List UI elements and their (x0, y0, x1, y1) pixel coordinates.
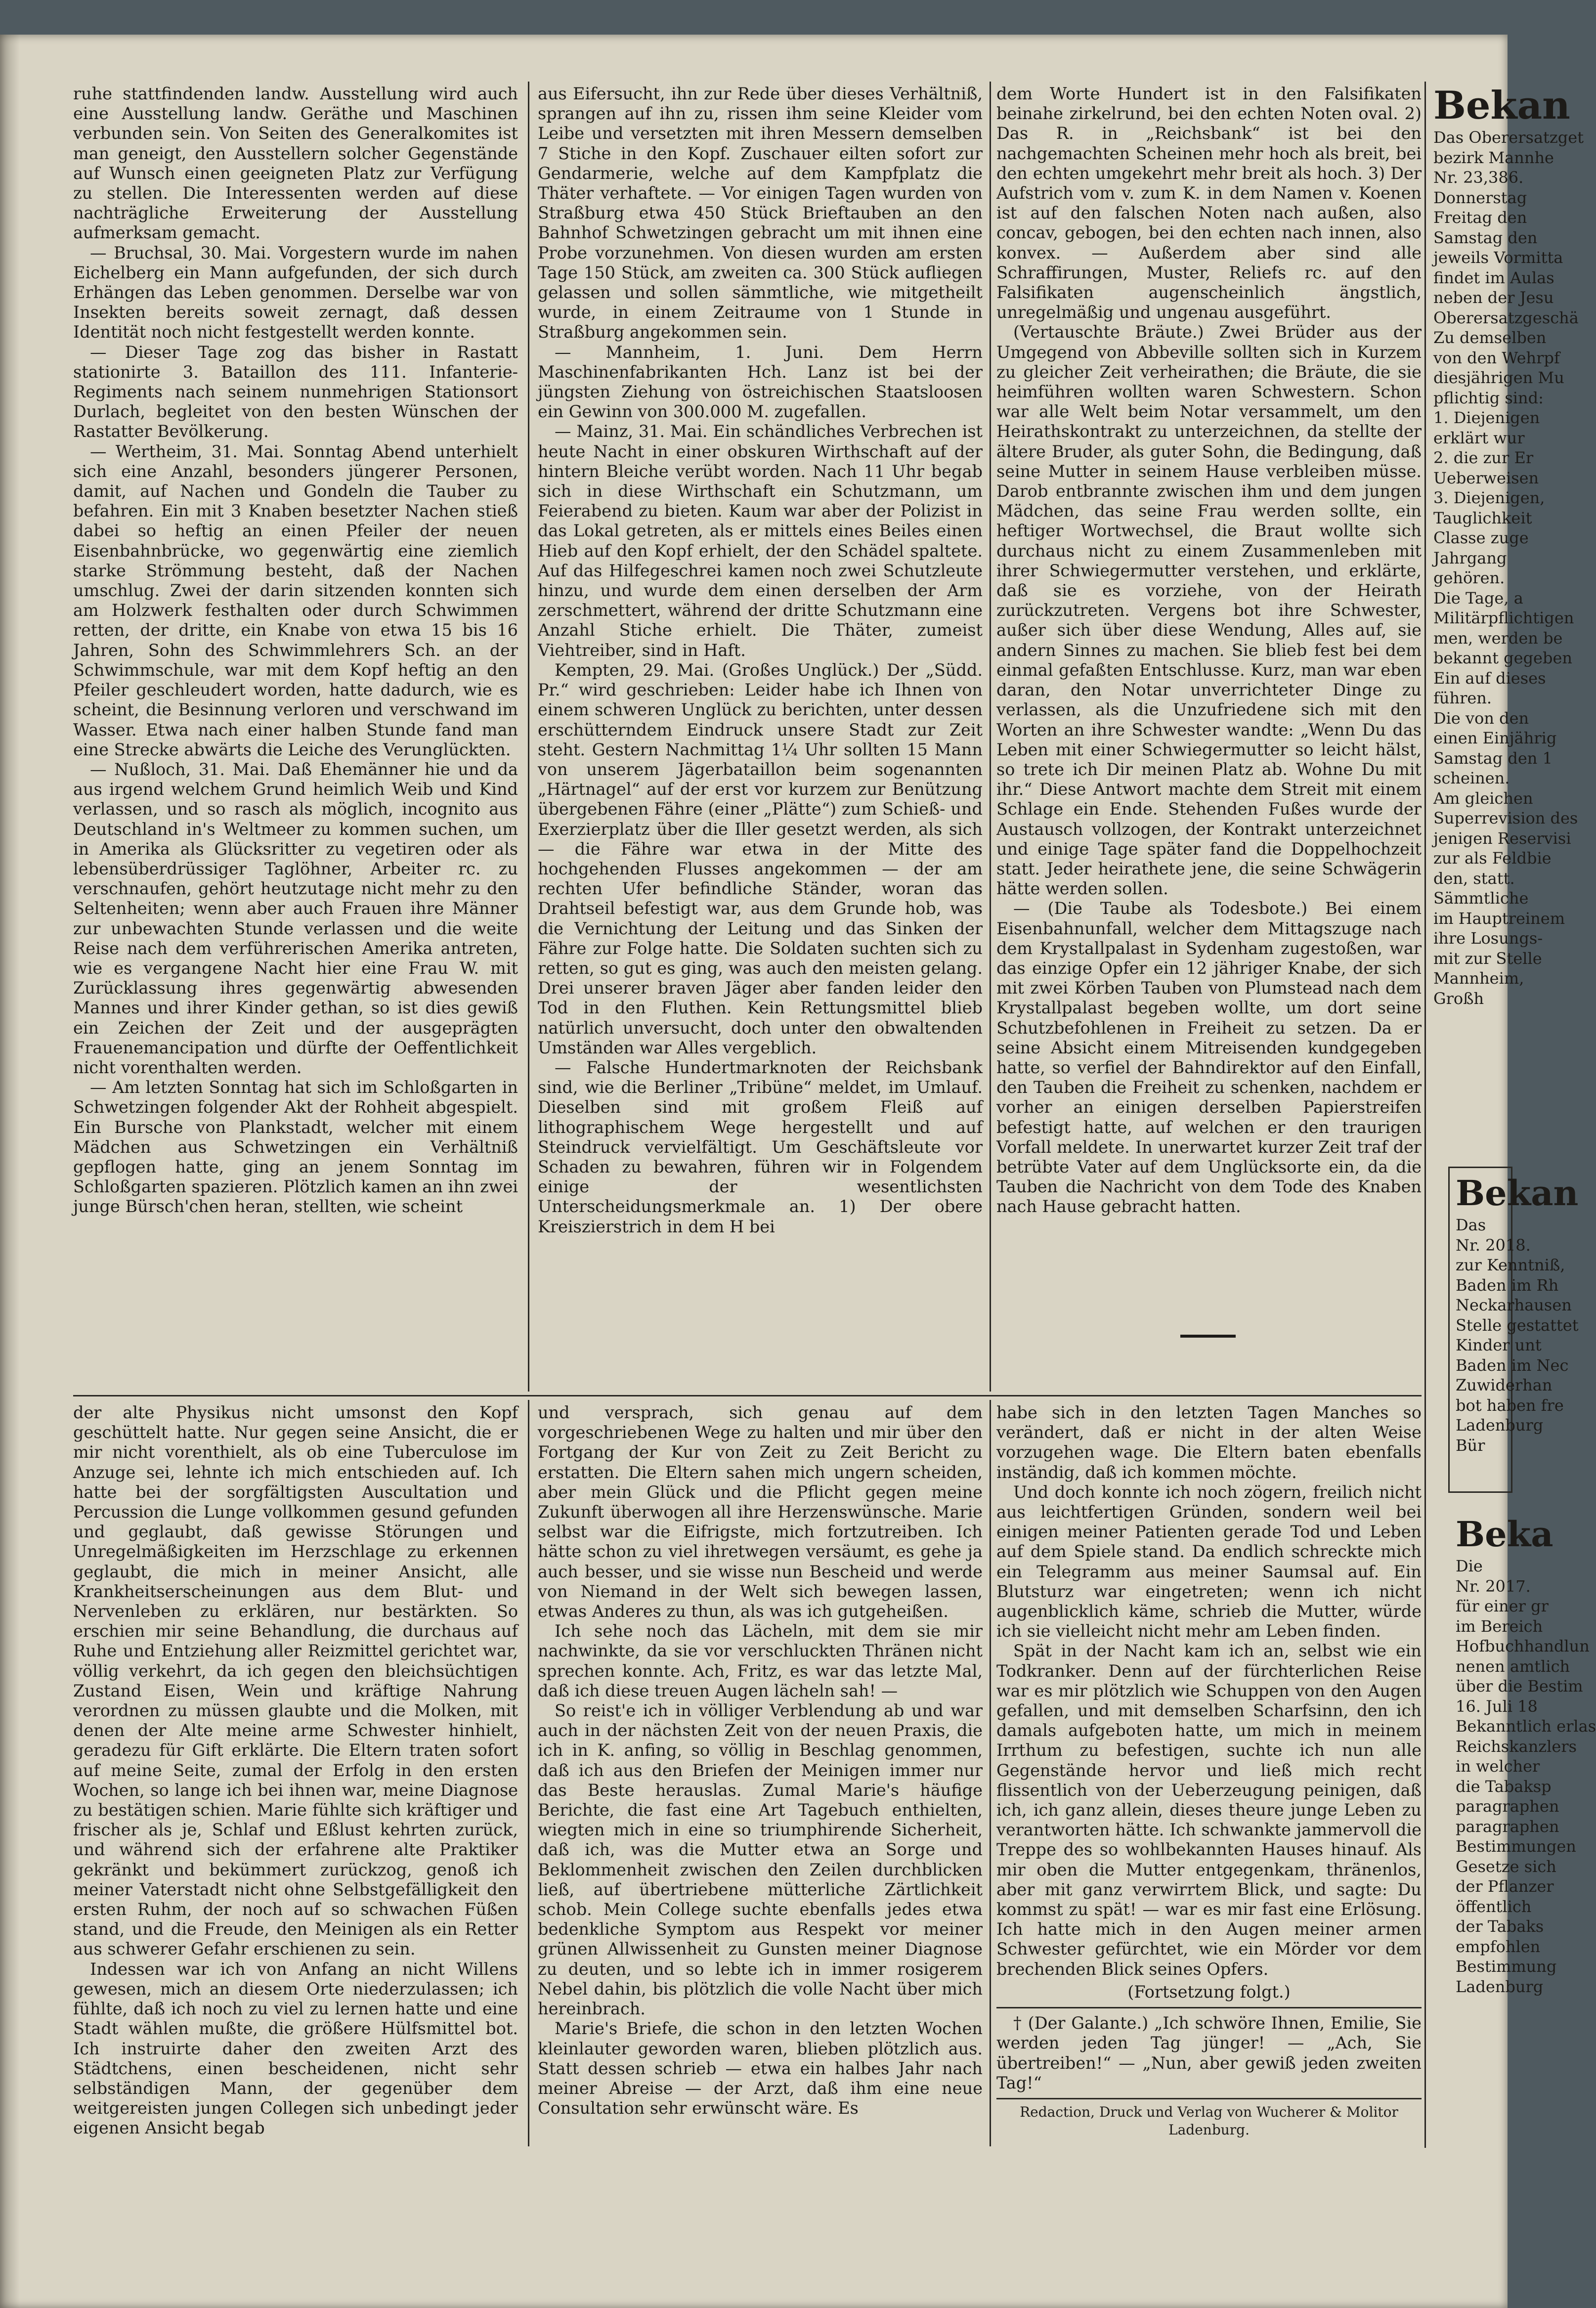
notice-line: Bestimmung (1456, 1957, 1557, 1976)
notice-line: Superrevision des (1433, 809, 1578, 827)
newspaper-page (0, 35, 1596, 2308)
notice-line: Tauglichkeit (1433, 508, 1532, 527)
notice-line: diesjährigen Mu (1433, 368, 1564, 387)
notice-line: im Bereich (1456, 1616, 1543, 1636)
section-end-rule (1180, 1335, 1236, 1338)
notice-line: 2. die zur Er (1433, 448, 1534, 467)
notice-line: bot haben fre (1456, 1395, 1564, 1415)
article-paragraph: ruhe stattfindenden landw. Ausstellung wird auch eine Ausstellung landw. Geräthe und Maschinen verbunden sein. Von Seiten des Generalkomites ist man geneigt, den Ausstellern solcher Gegenstände auf Wunsch einen geeigneten Platz zur Verfügung zu stellen. Die Interessenten werden auf diese nachträgliche Erweiterung der Ausstellung aufmerksam gemacht. (73, 84, 518, 243)
notice-line: neben der Jesu (1433, 288, 1554, 307)
page-edge-shadow (0, 35, 20, 2308)
article-paragraph: der alte Physikus nicht umsonst den Kopf geschüttelt hatte. Nur gegen seine Ansicht, die er mir nicht vorenthielt, als ob eine Tuberculose im Anzuge sei, lehnte ich mich entschieden auf. Ich hatte bei der sorgfältigsten Auscultation und Percussion die Lunge vollkommen gesund gefunden und geglaubt, daß gewisse Störungen und Unregelmäßigkeiten im Herzschlage zu erkennen geglaubt, die mich in meiner Ansicht, alle Krankheitserscheinungen aus dem Blut- und Nervenleben zu erklären, nur bestärkten. So erschien mir seine Behandlung, die durchaus auf Ruhe und Entziehung aller Reizmittel gerichtet war, völlig verkehrt, da ich gegen den bleichsüchtigen Zustand Eisen, Wein und kräftige Nahrung verordnen zu müssen glaubte und die Molken, mit denen der Alte meine arme Schwester hinhielt, geradezu für Gift erklärte. Die Eltern traten sofort auf meine Seite, zumal der Erfolg in den ersten Wochen, so lange ich bei ihnen war, meine Diagnose zu bestätigen schien. Marie fühlte sich kräftiger und frischer als je, Schlaf und Eßlust kehrten zurück, und während sich der erfahrene alte Praktiker gekränkt und bekümmert zurückzog, genoß ich meiner Vaterstadt nicht ohne Selbstgefälligkeit den ersten Ruhm, der noch auf so schwachen Füßen stand, und die Freude, den Meinigen als ein Retter aus schwerer Gefahr erschienen zu sein. (73, 1403, 518, 1959)
notice-line: Kinder unt (1456, 1336, 1542, 1354)
notice-line: die Tabaksp (1456, 1777, 1552, 1796)
notice-heading: Beka (1456, 1514, 1553, 1555)
article-paragraph: aus Eifersucht, ihn zur Rede über dieses Verhältniß, sprangen auf ihn zu, rissen ihm seine Kleider vom Leibe und versetzten mit ihren Messern demselben 7 Stiche in den Kopf. Zuschauer eilten sofort zur Gendarmerie, welche auf dem Kampfplatz die Thäter verhaftete. — Vor einigen Tagen wurden von Straßburg etwa 450 Stück Brieftauben an den Bahnhof Schwetzingen gebracht um mit ihnen eine Probe vorzunehmen. Von diesen wurden am ersten Tage 150 Stück, am zweiten ca. 300 Stück aufliegen gelassen und sollen sämmtliche, wie mitgetheilt wurde, in einem Zeitraume von 1 Stunde in Straßburg angekommen sein. (538, 84, 983, 342)
article-paragraph: Indessen war ich von Anfang an nicht Willens gewesen, mich an diesem Orte niederzulassen; ich fühlte, daß ich noch zu viel zu lernen hatte und eine Stadt wählen mußte, die größere Hülfsmittel bot. Ich instruirte daher den zweiten Arzt des Städtchens, einen bescheidenen, nicht sehr selbständigen Mann, der gegenüber dem weitgereisten jungen Collegen sich unbedingt jeder eigenen Ansicht begab (73, 1959, 518, 2138)
notice-line: paragraphen (1456, 1817, 1559, 1836)
notice-line: 1. Diejenigen (1433, 408, 1540, 427)
notice-line: Reichskanzlers (1456, 1737, 1577, 1756)
notice-line: mit zur Stelle (1433, 949, 1542, 968)
notice-heading: Bekan (1433, 83, 1570, 128)
article-paragraph: — Mainz, 31. Mai. Ein schändliches Verbrechen ist heute Nacht in einer obskuren Wirthschaft auf der hintern Bleiche verübt worden. Nach 11 Uhr begab sich in diese Wirthschaft ein Schutzmann, um Feierabend zu bieten. Kaum war aber der Polizist in das Lokal getreten, als er mittels eines Beiles einen Hieb auf den Kopf erhielt, der den Schädel spaltete. Auf das Hilfegeschrei kamen noch zwei Schutzleute hinzu, und wurde dem einen derselben der Arm zerschmettert, während der dritte Schutzmann eine Anzahl Stiche erhielt. Die Thäter, zumeist Viehtreiber, sind in Haft. (538, 422, 983, 660)
column-rule (990, 82, 991, 1392)
notice-line: bekannt gegeben (1433, 649, 1573, 667)
notice-line: Sämmtliche (1433, 889, 1529, 908)
article-paragraph: — Bruchsal, 30. Mai. Vorgestern wurde im nahen Eichelberg ein Mann aufgefunden, der sich durch Erhängen das Leben genommen. Derselbe war von Insekten bereits soweit zernagt, daß dessen Identität noch nicht festgestellt werden konnte. (73, 243, 518, 342)
article-paragraph: dem Worte Hundert ist in den Falsifikaten beinahe zirkelrund, bei den echten Noten oval. 2) Das R. in „Reichsbank“ ist bei den nachgemachten Scheinen mehr hoch als breit, bei den echten umgekehrt mehr breit als hoch. 3) Der Aufstrich vom v. zum K. in dem Namen v. Koenen ist auf den falschen Noten nach außen, also concav, gebogen, bei den echten nach innen, also konvex. — Außerdem aber sind alle Schraffirungen, Muster, Reliefs rc. auf den Falsifikaten augenscheinlich ängstlich, unregelmäßig und ungenau ausgeführt. (996, 84, 1422, 322)
notice-line: 3. Diejenigen, (1433, 488, 1545, 507)
notice-line: Baden im Nec (1456, 1355, 1569, 1375)
notice-line: für einer gr (1456, 1597, 1549, 1615)
serial-continued-note: (Fortsetzung folgt.) (1127, 1982, 1291, 2002)
notice-line: Samstag den 1 (1433, 748, 1553, 768)
notice-line: Das (1456, 1216, 1486, 1234)
notice-line: Bestimmungen (1456, 1837, 1576, 1856)
article-paragraph: Kempten, 29. Mai. (Großes Unglück.) Der „Südd. Pr.“ wird geschrieben: Leider habe ich Ihnen von einem schweren Unglück zu berichten, unter dessen erschütterndem Eindruck unsere Stadt zur Zeit steht. Gestern Nachmittag 1¼ Uhr sollten 15 Mann von unserem Jägerbataillon beim sogenannten „Härtnagel“ auf der erst vor kurzem zur Benützung übergebenen Fähre (einer „Plätte“) zum Schieß- und Exerzierplatz über die Iller gesetzt werden, als sich — die Fähre war etwa in der Mitte des hochgehenden Flusses angekommen — der am rechten Ufer befindliche Ständer, woran das Drahtseil befestigt war, aus dem Grunde hob, was die Vernichtung der Leitung und das Sinken der Fähre zur Folge hatte. Die Soldaten suchten sich zu retten, so gut es ging, was auch den meisten gelang. Drei unserer braven Jäger aber fanden leider den Tod in den Fluthen. Kein Rettungsmittel blieb natürlich unversucht, doch unter den obwaltenden Umständen war Alles vergeblich. (538, 660, 983, 1057)
notice-line: erklärt wur (1433, 428, 1525, 447)
notice-line: findet im Aulas (1433, 268, 1554, 287)
notice-line: im Hauptreinem (1433, 909, 1565, 928)
anecdote: † (Der Galante.) „Ich schwöre Ihnen, Emilie, Sie werden jeden Tag jünger! — „Ach, Sie übertreiben!“ — „Nun, aber gewiß jeden zweiten Tag!“ (996, 2013, 1422, 2092)
article-paragraph: Marie's Briefe, die schon in den letzten Wochen kleinlauter geworden waren, blieben plötzlich aus. Statt dessen schrieb — etwa ein halbes Jahr nach meiner Abreise — der Arzt, daß ihm eine neue Consultation sehr erwünscht wäre. Es (538, 2019, 983, 2118)
right-strip-notice-3 (1456, 1513, 1596, 2150)
notice-line: Ladenburg (1456, 1416, 1544, 1435)
imprint-rule (996, 2098, 1422, 2099)
notice-line: Nr. 2018. (1456, 1235, 1531, 1255)
article-paragraph: — Falsche Hundertmarknoten der Reichsbank sind, wie die Berliner „Tribüne“ meldet, im Umlauf. Dieselben sind mit großem Fleiß auf lithographischem Wege hergestellt und auf Steindruck vervielfältigt. Um Geschäftsleute vor Schaden zu bewahren, führen wir in Folgendem einige der wesentlichsten Unterscheidungsmerkmale an. 1) Der obere Kreiszierstrich in dem H bei (538, 1057, 983, 1236)
column-rule (990, 1400, 991, 2146)
top-column-3 (996, 84, 1422, 1350)
notice-line: einen Einjährig (1433, 729, 1557, 747)
top-column-2 (538, 84, 983, 1389)
notice-heading: Bekan (1456, 1173, 1579, 1214)
notice-line: Zu demselben (1433, 328, 1547, 347)
notice-line: Militärpflichtigen (1433, 609, 1574, 627)
notice-line: Freitag den (1433, 208, 1527, 227)
top-column-1 (73, 84, 518, 1389)
notice-line: Donnerstag (1433, 188, 1527, 207)
article-paragraph: — Wertheim, 31. Mai. Sonntag Abend unterhielt sich eine Anzahl, besonders jüngerer Personen, damit, auf Nachen und Gondeln die Tauber zu befahren. Ein mit 3 Knaben besetzter Nachen stieß dabei so heftig an einen Pfeiler der neuen Eisenbahnbrücke, wo gegenwärtig eine ziemlich starke Strömmung besteht, daß der Nachen umschlug. Zwei der darin sitzenden konnten sich am Holzwerk festhalten oder durch Schwimmen retten, der dritte, ein Knabe von etwa 15 bis 16 Jahren, Sohn des Schwimmlehrers Sch. an der Schwimmschule, war mit dem Kopf heftig an den Pfeiler geschleudert worden, hatte dadurch, wie es scheint, die Besinnung verloren und verschwand im Wasser. Etwa nach einer halben Stunde fand man eine Strecke abwärts die Leiche des Verunglückten. (73, 441, 518, 759)
notice-line: Am gleichen (1433, 788, 1533, 808)
notice-line: men, werden be (1433, 628, 1563, 648)
notice-line: 16. Juli 18 (1456, 1697, 1538, 1716)
imprint-line: Redaction, Druck und Verlag von Wucherer & Molitor (1020, 2103, 1398, 2120)
notice-line: scheinen. (1433, 769, 1510, 787)
notice-line: der Pflanzer (1456, 1877, 1554, 1896)
notice-line: zur Kenntniß, (1456, 1256, 1565, 1274)
column-rule (528, 1400, 529, 2146)
notice-line: Classe zuge (1433, 528, 1529, 547)
article-paragraph: — Nußloch, 31. Mai. Daß Ehemänner hie und da aus irgend welchem Grund heimlich Weib und Kind verlassen, und so rasch als möglich, incognito aus Deutschland in's Weltmeer zu kommen suchen, um in Amerika als Glücksritter zu vegetiren oder als lebensüberdrüssiger Taglöhner, Arbeiter rc. zu verschnaufen, gehört heutzutage nicht mehr zu den Seltenheiten; wenn aber auch Frauen ihre Männer zur unbewachten Stunde verlassen und die weite Reise nach dem verführerischen Amerika antreten, wie es vergangene Nacht hier eine Frau W. mit Zurücklassung ihres gegenwärtig abwesenden Mannes und ihrer Kinder gethan, so ist dies gewiß ein Zeichen der Zeit und der ausgeprägten Frauenemancipation und dürfte der Oeffentlichkeit nicht vorenthalten werden. (73, 759, 518, 1077)
notice-line: Bür (1456, 1436, 1485, 1455)
article-paragraph: — Mannheim, 1. Juni. Dem Herrn Maschinenfabrikanten Hch. Lanz ist bei der jüngsten Ziehung von östreichischen Staatsloosen ein Gewinn von 300.000 M. zugefallen. (538, 342, 983, 422)
article-paragraph: Ich sehe noch das Lächeln, mit dem sie mir nachwinkte, da sie vor verschluckten Thränen nicht sprechen konnte. Ach, Fritz, es war das letzte Mal, daß ich diese treuen Augen lächeln sah! — (538, 1621, 983, 1700)
notice-line: Ein auf dieses (1433, 668, 1546, 688)
notice-line: Nr. 2017. (1456, 1576, 1531, 1596)
article-paragraph: Und doch konnte ich noch zögern, freilich nicht aus leichtfertigen Gründen, sondern weil bei einigen meiner Patienten gerade Tod und Leben auf dem Spiele stand. Da endlich schreckte mich ein Telegramm aus meiner Saumsal auf. Ein Blutsturz war eingetreten; wenn ich nicht augenblicklich käme, schrieb die Mutter, würde ich sie vielleicht nicht mehr am Leben finden. (996, 1482, 1422, 1641)
notice-line: Samstag den (1433, 228, 1538, 247)
notice-line: von den Wehrpf (1433, 348, 1560, 367)
notice-line: paragraphen (1456, 1797, 1559, 1816)
serial-column-2 (538, 1403, 983, 2144)
notice-line: Oberersatzgeschä (1433, 308, 1579, 327)
right-strip-notice-1 (1433, 83, 1584, 1157)
notice-line: Die Tage, a (1433, 588, 1523, 608)
notice-line: Ueberweisen (1433, 468, 1539, 487)
notice-line: über die Bestim (1456, 1677, 1583, 1696)
notice-line: Jahrgang (1433, 548, 1507, 567)
notice-line: Hofbuchhandlun (1456, 1637, 1590, 1655)
article-paragraph: — Dieser Tage zog das bisher in Rastatt stationirte 3. Bataillon des 111. Infanterie-Regiments nach seinem nunmehrigen Stationsort Durlach, begleitet von den besten Wünschen der Rastatter Bevölkerung. (73, 342, 518, 441)
notice-line: ihre Losungs- (1433, 929, 1543, 948)
notice-line: den, statt. (1433, 869, 1515, 888)
serial-column-3 (996, 1403, 1422, 2144)
notice-line: jenigen Reservisi (1433, 828, 1571, 848)
notice-line: empfohlen (1456, 1937, 1541, 1956)
notice-line: führen. (1433, 689, 1492, 707)
notice-line: Die (1456, 1557, 1483, 1575)
notice-line: Nr. 23,386. (1433, 168, 1524, 187)
anecdote-rule (996, 2007, 1422, 2008)
article-paragraph: (Vertauschte Bräute.) Zwei Brüder aus der Umgegend von Abbeville sollten sich in Kurzem zu gleicher Zeit verheirathen; die Bräute, die sie heimführen wollten waren Schwestern. Schon war alle Welt beim Notar versammelt, um den Heirathskontrakt zu unterzeichnen, da stellte der ältere Bruder, als guter Sohn, die Bedingung, daß seine Mutter in seinem Hause verbleiben müsse. Darob entbrannte zwischen ihm und dem jungen Mädchen, das seine Frau werden sollte, ein heftiger Wortwechsel, die Braut wollte sich durchaus nicht zu einem Zusammenleben mit ihrer Schwiegermutter verstehen, und erklärte, daß sie es vorziehe, von der Heirath zurückzutreten. Vergens bot ihre Schwester, außer sich über diese Wendung, Alles auf, sie andern Sinnes zu machen. Sie blieb fest bei dem einmal gefaßten Entschlusse. Kurz, man war eben daran, den Notar unverrichteter Dinge zu verlassen, als die Unzufriedene sich mit den Worten an ihre Schwester wandte: „Wenn Du das Leben mit einer Schwiegermutter so leicht hälst, so trete ich Dir meinen Platz ab. Wohne Du mit ihr.“ Diese Antwort machte dem Streit mit einem Schlage ein Ende. Stehenden Fußes wurde der Austausch vollzogen, der Kontrakt unterzeichnet und einige Tage später fand die Doppelhochzeit statt. Jeder heirathete jene, die seine Schwägerin hätte werden sollen. (996, 322, 1422, 899)
notice-line: Das Oberersatzget (1433, 128, 1584, 147)
article-paragraph: So reist'e ich in völliger Verblendung ab und war auch in der nächsten Zeit von der neuen Praxis, die ich in K. anfing, so völlig in Beschlag genommen, daß ich aus den Briefen der Meinigen immer nur das Beste herauslas. Zumal Marie's häufige Berichte, die fast eine Art Tagebuch enthielten, wiegten mich in eine so triumphirende Sicherheit, daß ich, was die Mutter etwa an Sorge und Beklommenheit zwischen den Zeilen durchblicken ließ, auf übertriebene mütterliche Zärtlichkeit schob. Mein College suchte ebenfalls jedes etwa bedenkliche Symptom aus Respekt vor meiner grünen Allwissenheit zu Gunsten meiner Diagnose zu deuten, und so lebte ich in immer rosigerem Nebel dahin, bis plötzlich die volle Nacht über mich hereinbrach. (538, 1701, 983, 2019)
notice-line: Neckarhausen (1456, 1296, 1572, 1314)
article-paragraph: — Am letzten Sonntag hat sich im Schloßgarten in Schwetzingen folgender Akt der Rohheit abgespielt. Ein Bursche von Plankstadt, welcher mit einem Mädchen aus Schwetzingen ein Verhältniß gepflogen hatte, ging an jenem Sonntag im Schloßgarten spazieren. Plötzlich kamen an ihn zwei junge Bürsch'chen heran, stellten, wie scheint (73, 1078, 518, 1217)
notice-line: Baden im Rh (1456, 1275, 1559, 1295)
notice-line: der Tabaks (1456, 1917, 1544, 1936)
section-divider (73, 1395, 1422, 1396)
article-paragraph: — (Die Taube als Todesbote.) Bei einem Eisenbahnunfall, welcher dem Mittagszuge nach dem Krystallpalast in Sydenham zugestoßen, war das einzige Opfer ein 12 jähriger Knabe, der sich mit zwei Körben Tauben von Plumstead nach dem Krystallpalast begeben wollte, um dort seine Schutzbefohlenen in Freiheit zu setzen. Da er seine Absicht einem Mitreisenden kundgegeben hatte, so verfiel der Bahndirektor auf den Einfall, den Tauben die Freiheit zu schenken, nachdem er vorher an einigen derselben Papierstreifen befestigt hatte, auf welchen er den traurigen Vorfall meldete. In unerwartet kurzer Zeit traf der betrübte Vater auf dem Unglücksorte ein, da die Tauben die Nachricht von dem Tode des Knaben nach Hause gebracht hatten. (996, 899, 1422, 1217)
column-rule (528, 82, 529, 1392)
article-paragraph: und versprach, sich genau auf dem vorgeschriebenen Wege zu halten und mir über den Fortgang der Kur von Zeit zu Zeit Bericht zu erstatten. Die Eltern sahen mich ungern scheiden, aber mein Glück und die Pflicht gegen meine Zukunft überwogen all ihre Herzenswünsche. Marie selbst war die Eifrigste, mich fortzutreiben. Ich hätte schon zu viel ihretwegen versäumt, es gehe ja auch besser, und sie wisse nun Bescheid und werde von Niemand in der Welt sich bewegen lassen, etwas Anderes zu thun, als was ich gutgeheißen. (538, 1403, 983, 1621)
notice-line: gehören. (1433, 568, 1505, 587)
notice-line: pflichtig sind: (1433, 388, 1544, 407)
notice-line: jeweils Vormitta (1433, 248, 1563, 267)
article-paragraph: Spät in der Nacht kam ich an, selbst wie ein Todkranker. Denn auf der fürchterlichen Reise war es mir plötzlich wie Schuppen von den Augen gefallen, und mit demselben Scharfsinn, den ich damals aufgeboten hatte, um mich in meinem Irrthum zu befestigen, suchte ich nun alle Gegenstände hervor und ließ mich recht flissentlich von der Ueberzeugung peinigen, daß ich, ich ganz allein, dieses theure junge Leben zu verantworten hätte. Ich schwankte jammervoll die Treppe des so wohlbekannten Hauses hinauf. Als mir oben die Mutter entgegenkam, thränenlos, aber mit ganz verwirrtem Blick, und sagte: Du kommst zu spät! — war es mir fast eine Erlösung. Ich hatte mich in den Augen meiner armen Schwester gefürchtet, wie ein Mörder vor dem brechenden Blick seines Opfers. (996, 1641, 1422, 1979)
notice-line: bezirk Mannhe (1433, 148, 1554, 167)
article-paragraph: habe sich in den letzten Tagen Manches so verändert, daß er nicht in der alten Weise vorzugehen wage. Die Eltern baten ebenfalls inständig, daß ich kommen möchte. (996, 1403, 1422, 1482)
notice-line: zur als Feldbie (1433, 849, 1552, 868)
notice-line: in welcher (1456, 1757, 1540, 1776)
serial-column-1 (73, 1403, 518, 2144)
notice-line: öffentlich (1456, 1897, 1532, 1916)
notice-line: Gesetze sich (1456, 1857, 1556, 1876)
notice-line: Stelle gestattet (1456, 1315, 1579, 1335)
notice-line: Großh (1433, 989, 1484, 1008)
notice-line: Ladenburg (1456, 1977, 1544, 1996)
notice-line: nenen amtlich (1456, 1656, 1570, 1676)
right-strip-notice-2 (1456, 1172, 1579, 1488)
notice-line: Mannheim, (1433, 969, 1524, 988)
imprint-line: Ladenburg. (1168, 2121, 1250, 2138)
column-rule (1424, 82, 1426, 2148)
notice-line: Bekanntlich erlas (1456, 1717, 1596, 1736)
notice-line: Die von den (1433, 708, 1529, 728)
notice-line: Zuwiderhan (1456, 1376, 1553, 1394)
